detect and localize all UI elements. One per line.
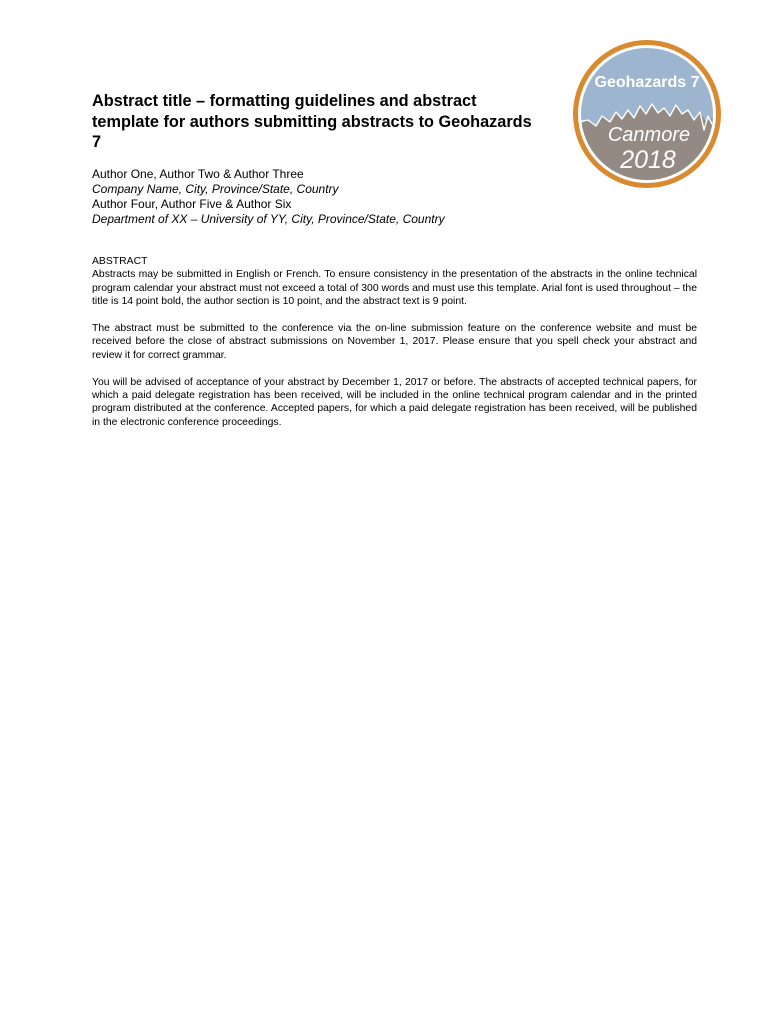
logo-badge: [570, 40, 724, 188]
abstract-title: Abstract title – formatting guidelines and abstract template for authors submitting abstracts to Geohazards 7: [92, 92, 532, 151]
abstract-paragraph: Abstracts may be submitted in English or French. To ensure consistency in the presentation of the abstracts in the online technical program calendar your abstract must not exceed a total of 300 words and must use this template. Arial font is used throughout – the title is 14 point bold, the author section is 10 point, and the abstract text is 9 point.: [92, 269, 697, 308]
author-line: Author One, Author Two & Author Three: [92, 167, 304, 181]
abstract-section: [92, 255, 697, 443]
logo-location-text: Canmore: [607, 124, 691, 146]
affiliation-line: Department of XX – University of YY, City, Province/State, Country: [92, 212, 445, 226]
abstract-paragraph: You will be advised of acceptance of your abstract by December 1, 2017 or before. The abstracts of accepted technical papers, for which a paid delegate registration has been received, will be included in the online technical program calendar and in the printed program distributed at the conference. Accepted papers, for which a paid delegate registration has been received, will be published in the electronic conference proceedings.: [92, 376, 697, 428]
abstract-paragraph: The abstract must be submitted to the conference via the on-line submission feature on the conference website and must be received before the close of abstract submissions on November 1, 2017. Please ensure that you spell check your abstract and review it for correct grammar.: [92, 323, 697, 361]
affiliation-line: Company Name, City, Province/State, Country: [92, 182, 339, 196]
abstract-heading: ABSTRACT: [92, 256, 148, 267]
author-line: Author Four, Author Five & Author Six: [92, 197, 292, 211]
logo-title-text: Geohazards 7: [594, 74, 700, 91]
logo-year-text: 2018: [620, 146, 676, 174]
geohazards-canmore-logo: [570, 40, 724, 188]
author-section: [92, 167, 552, 227]
